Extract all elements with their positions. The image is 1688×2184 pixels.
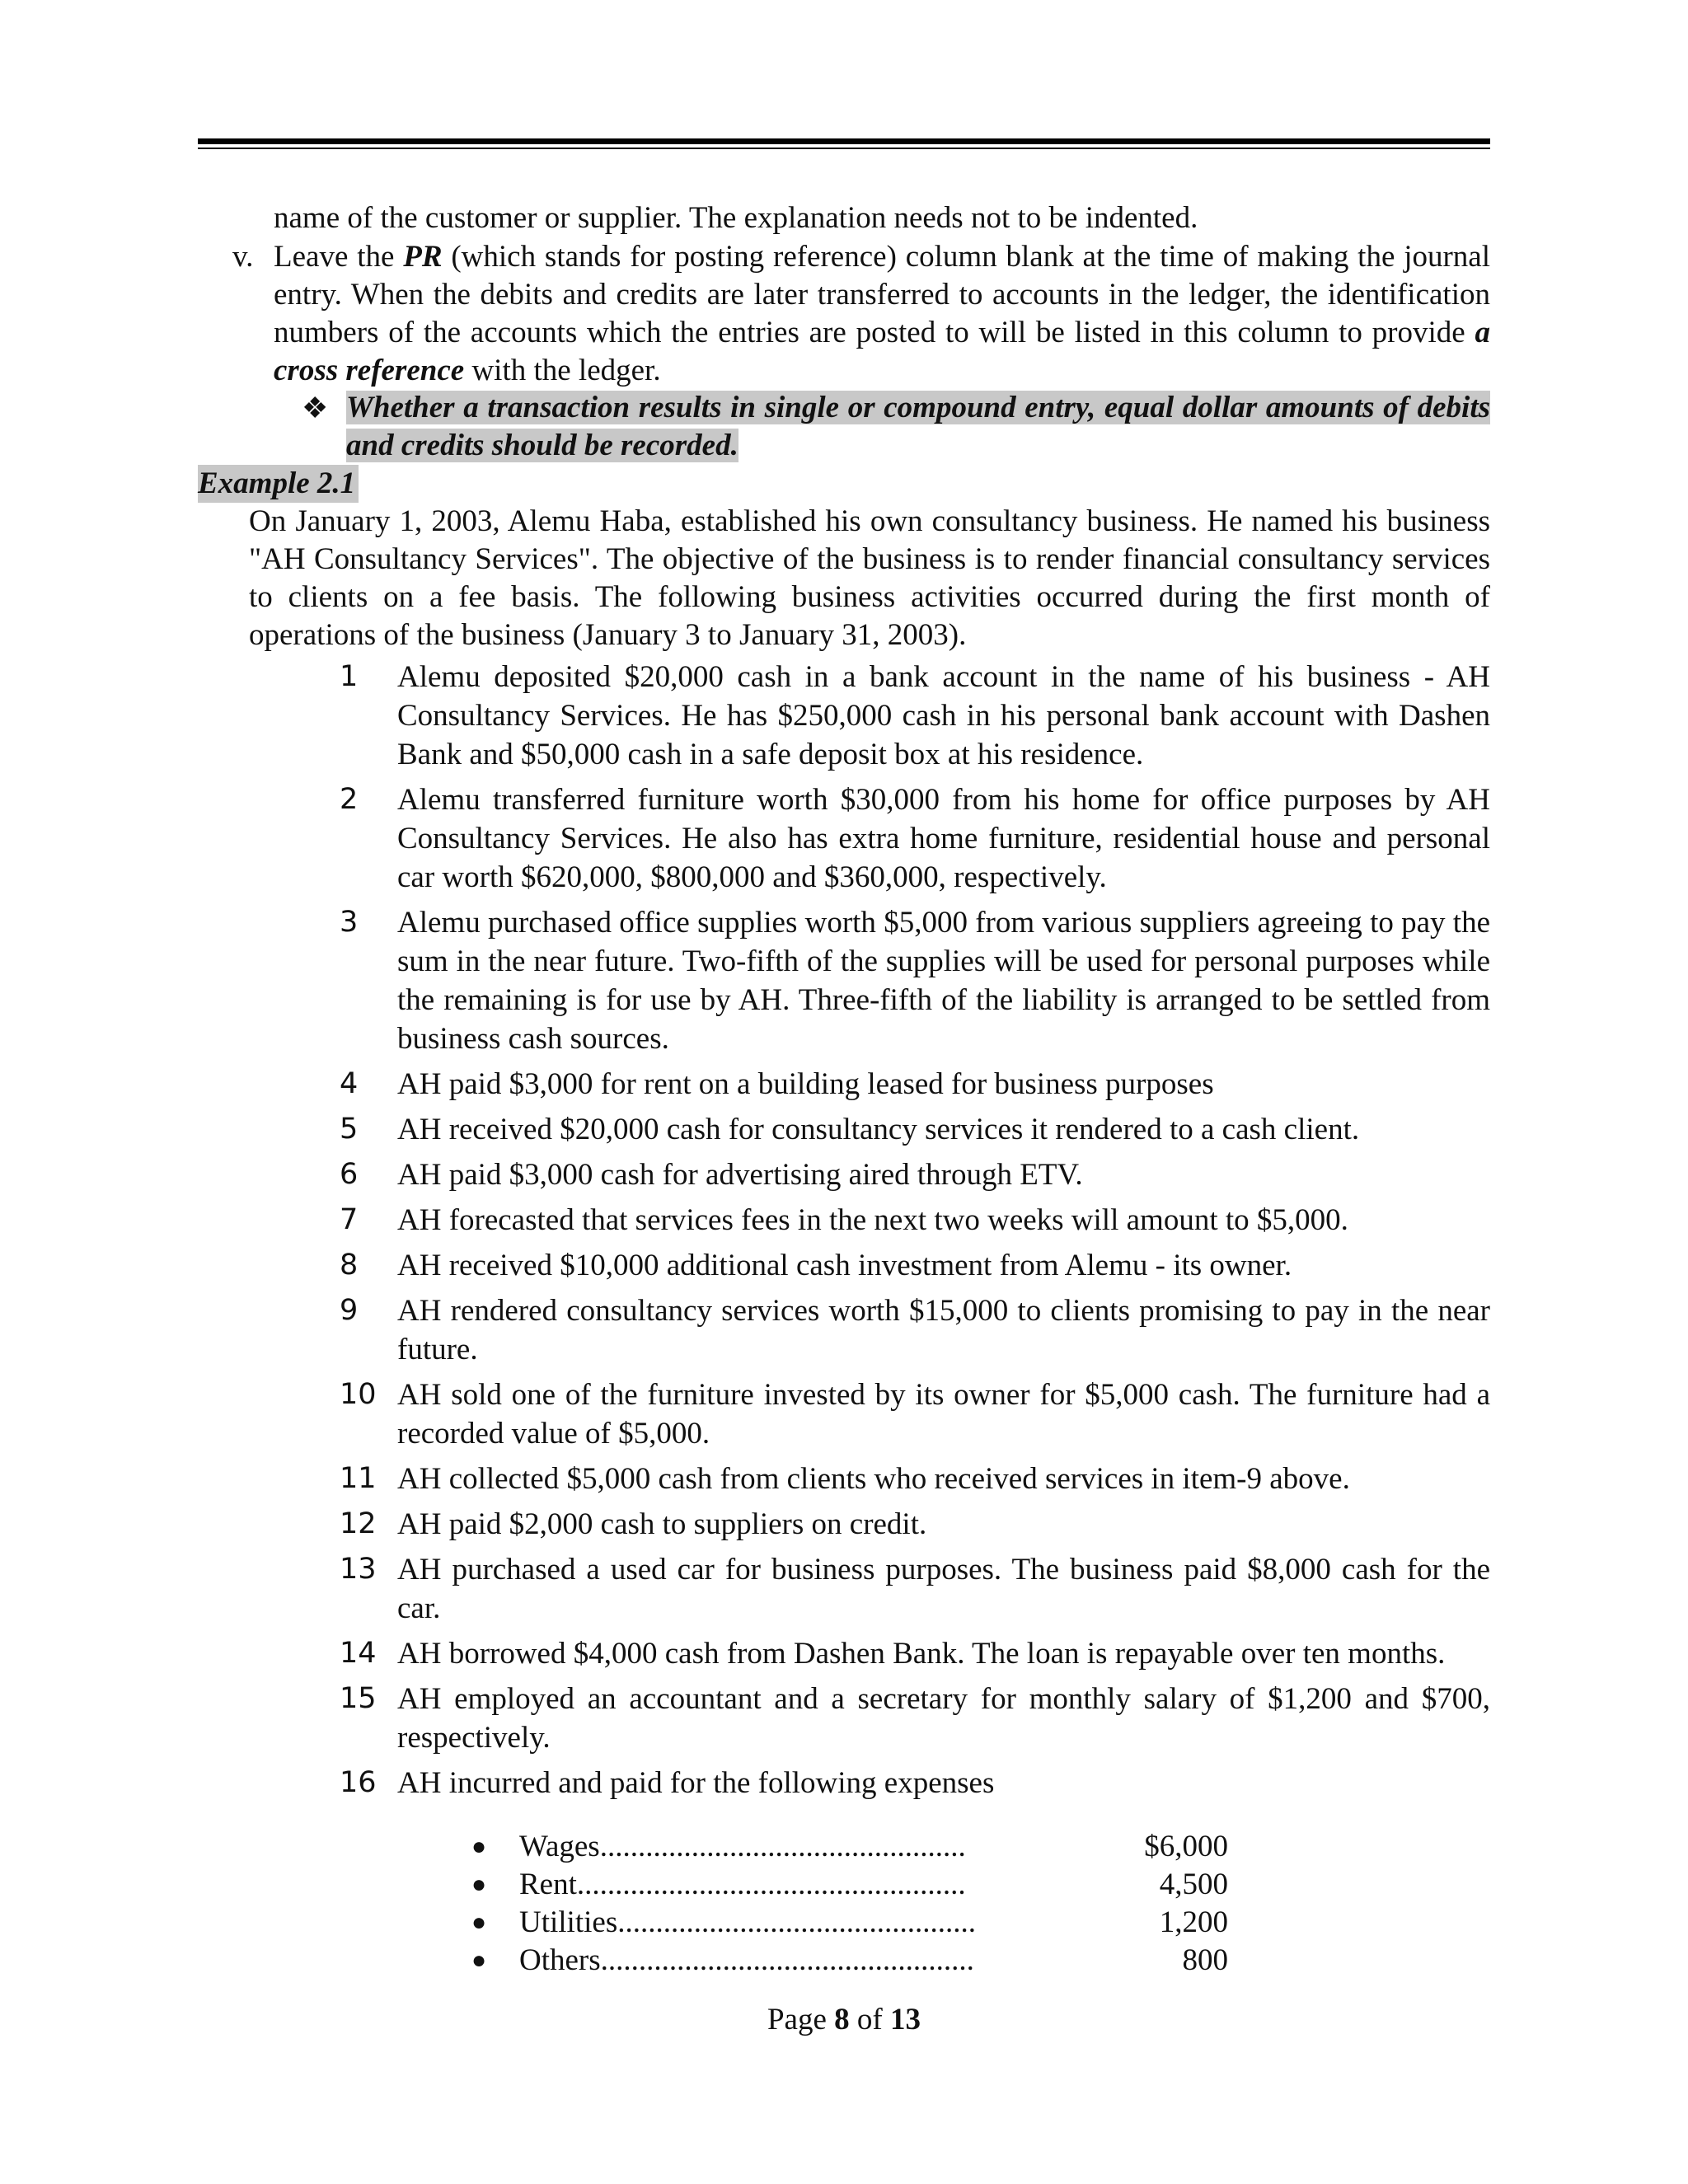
activity-list <box>340 658 1490 1809</box>
bullet-icon: ● <box>471 1833 487 1860</box>
list-item <box>340 1505 1490 1544</box>
list-item-text: AH purchased a used car for business purposes. The business paid $8,000 cash for the car. <box>397 1553 1490 1625</box>
list-item-text: AH received $20,000 cash for consultancy services it rendered to a cash client. <box>397 1113 1360 1146</box>
item-v-text-c: with the ledger. <box>464 354 661 387</box>
list-item-number: 3 <box>340 906 359 939</box>
list-item-number: 9 <box>340 1294 359 1327</box>
header-rule-thick <box>198 138 1490 144</box>
list-item-text: AH forecasted that services fees in the next two weeks will amount to $5,000. <box>397 1203 1348 1237</box>
list-item <box>340 1110 1490 1149</box>
page-total: 13 <box>890 2003 921 2036</box>
list-item <box>340 1550 1490 1628</box>
footer-of-word: of <box>849 2003 890 2036</box>
list-item-number: 11 <box>340 1462 377 1495</box>
list-item-text: AH rendered consultancy services worth $15,000 to clients promising to pay in the near future. <box>397 1294 1490 1366</box>
list-item <box>340 1291 1490 1369</box>
list-item-number: 5 <box>340 1113 359 1146</box>
list-item <box>340 1460 1490 1498</box>
list-item-text: Alemu transferred furniture worth $30,000 from his home for office purposes by AH Consultancy Services. He also has extra home furniture, residential house and personal car worth $620,000, $800,000 and $360,000, respectively. <box>397 783 1490 894</box>
expense-name: Others................................................. <box>519 1943 974 1977</box>
item-v-text-b: (which stands for posting reference) column blank at the time of making the journal entry. When the debits and credits are later transferred to accounts in the ledger, the identification numbers of the accounts which the entries are posted to will be listed in this column to provide <box>274 240 1490 349</box>
list-item-text: AH employed an accountant and a secretary for monthly salary of $1,200 and $700, respectively. <box>397 1682 1490 1755</box>
diamond-bullet-icon: ❖ <box>302 391 329 424</box>
expense-name: Rent................................................... <box>519 1868 966 1901</box>
list-item-number: 10 <box>340 1378 377 1411</box>
header-rule-thin <box>198 148 1490 149</box>
list-item-text: AH sold one of the furniture invested by its owner for $5,000 cash. The furniture had a recorded value of $5,000. <box>397 1378 1490 1451</box>
bullet-icon: ● <box>471 1947 487 1974</box>
list-item-number: 2 <box>340 783 359 816</box>
list-item-text: AH paid $2,000 cash to suppliers on credit. <box>397 1507 927 1541</box>
list-item <box>340 1201 1490 1240</box>
intro-continuation: name of the customer or supplier. The explanation needs not to be indented. <box>274 201 1198 235</box>
expense-amount: 1,200 <box>1159 1905 1228 1939</box>
bullet-icon: ● <box>471 1909 487 1936</box>
bullet-icon: ● <box>471 1871 487 1898</box>
pr-term: PR <box>403 240 443 274</box>
item-v-text-a: Leave the <box>274 240 404 274</box>
list-item-text: Alemu deposited $20,000 cash in a bank account in the name of his business - AH Consultancy Services. He has $250,000 cash in his personal bank account with Dashen Bank and $50,000 cash in a safe deposit box at his residence. <box>397 660 1490 771</box>
list-item-number: 14 <box>340 1637 377 1670</box>
highlighted-note <box>346 389 1490 465</box>
list-item-number: 12 <box>340 1507 377 1540</box>
list-item <box>340 658 1490 774</box>
list-item-number: 15 <box>340 1682 377 1715</box>
example-title: Example 2.1 <box>198 465 359 503</box>
list-item-number: 4 <box>340 1067 359 1100</box>
list-item-number: 8 <box>340 1249 359 1282</box>
list-item-text: AH collected $5,000 cash from clients who received services in item-9 above. <box>397 1462 1350 1496</box>
item-v-number: v. <box>232 240 254 274</box>
expense-amount: 800 <box>1182 1943 1228 1977</box>
list-item-text: AH incurred and paid for the following expenses <box>397 1766 995 1800</box>
list-item-text: Alemu purchased office supplies worth $5,000 from various suppliers agreeing to pay the sum in the near future. Two-fifth of the supplies will be used for personal purposes while the remaining is for use by AH. Three-fifth of the liability is arranged to be settled from business cash sources. <box>397 906 1490 1056</box>
footer-page-word: Page <box>767 2003 835 2036</box>
list-item-number: 6 <box>340 1158 359 1191</box>
item-v-paragraph <box>274 238 1490 390</box>
list-item <box>340 903 1490 1058</box>
list-item <box>340 1155 1490 1194</box>
list-item <box>340 780 1490 897</box>
list-item-text: AH paid $3,000 cash for advertising aired through ETV. <box>397 1158 1083 1192</box>
note-text: Whether a transaction results in single or compound entry, equal dollar amounts of debits and credits should be recorded. <box>346 391 1490 462</box>
list-item-text: AH paid $3,000 for rent on a building leased for business purposes <box>397 1067 1214 1101</box>
list-item <box>340 1065 1490 1104</box>
list-item <box>340 1680 1490 1757</box>
list-item <box>340 1376 1490 1453</box>
page-current: 8 <box>834 2003 850 2036</box>
list-item <box>340 1246 1490 1285</box>
list-item-number: 13 <box>340 1553 377 1586</box>
page-footer <box>0 2001 1688 2039</box>
expense-name: Utilities............................................... <box>519 1905 976 1939</box>
cross-reference-term: a cross reference <box>274 316 1490 387</box>
list-item-text: AH received $10,000 additional cash investment from Alemu - its owner. <box>397 1249 1292 1282</box>
list-item <box>340 1764 1490 1802</box>
expense-name: Wages................................................ <box>519 1830 966 1863</box>
list-item-number: 16 <box>340 1766 377 1799</box>
expense-amount: $6,000 <box>1144 1830 1228 1863</box>
example-intro: On January 1, 2003, Alemu Haba, established his own consultancy business. He named his business "AH Consultancy Services". The objective of the business is to render financial consultancy services to clients on a fee basis. The following business activities occurred during the first month of operations of the business (January 3 to January 31, 2003). <box>249 504 1490 652</box>
list-item-number: 1 <box>340 660 359 693</box>
list-item <box>340 1634 1490 1673</box>
expense-amount: 4,500 <box>1159 1868 1228 1901</box>
list-item-number: 7 <box>340 1203 359 1236</box>
list-item-text: AH borrowed $4,000 cash from Dashen Bank. The loan is repayable over ten months. <box>397 1637 1446 1671</box>
